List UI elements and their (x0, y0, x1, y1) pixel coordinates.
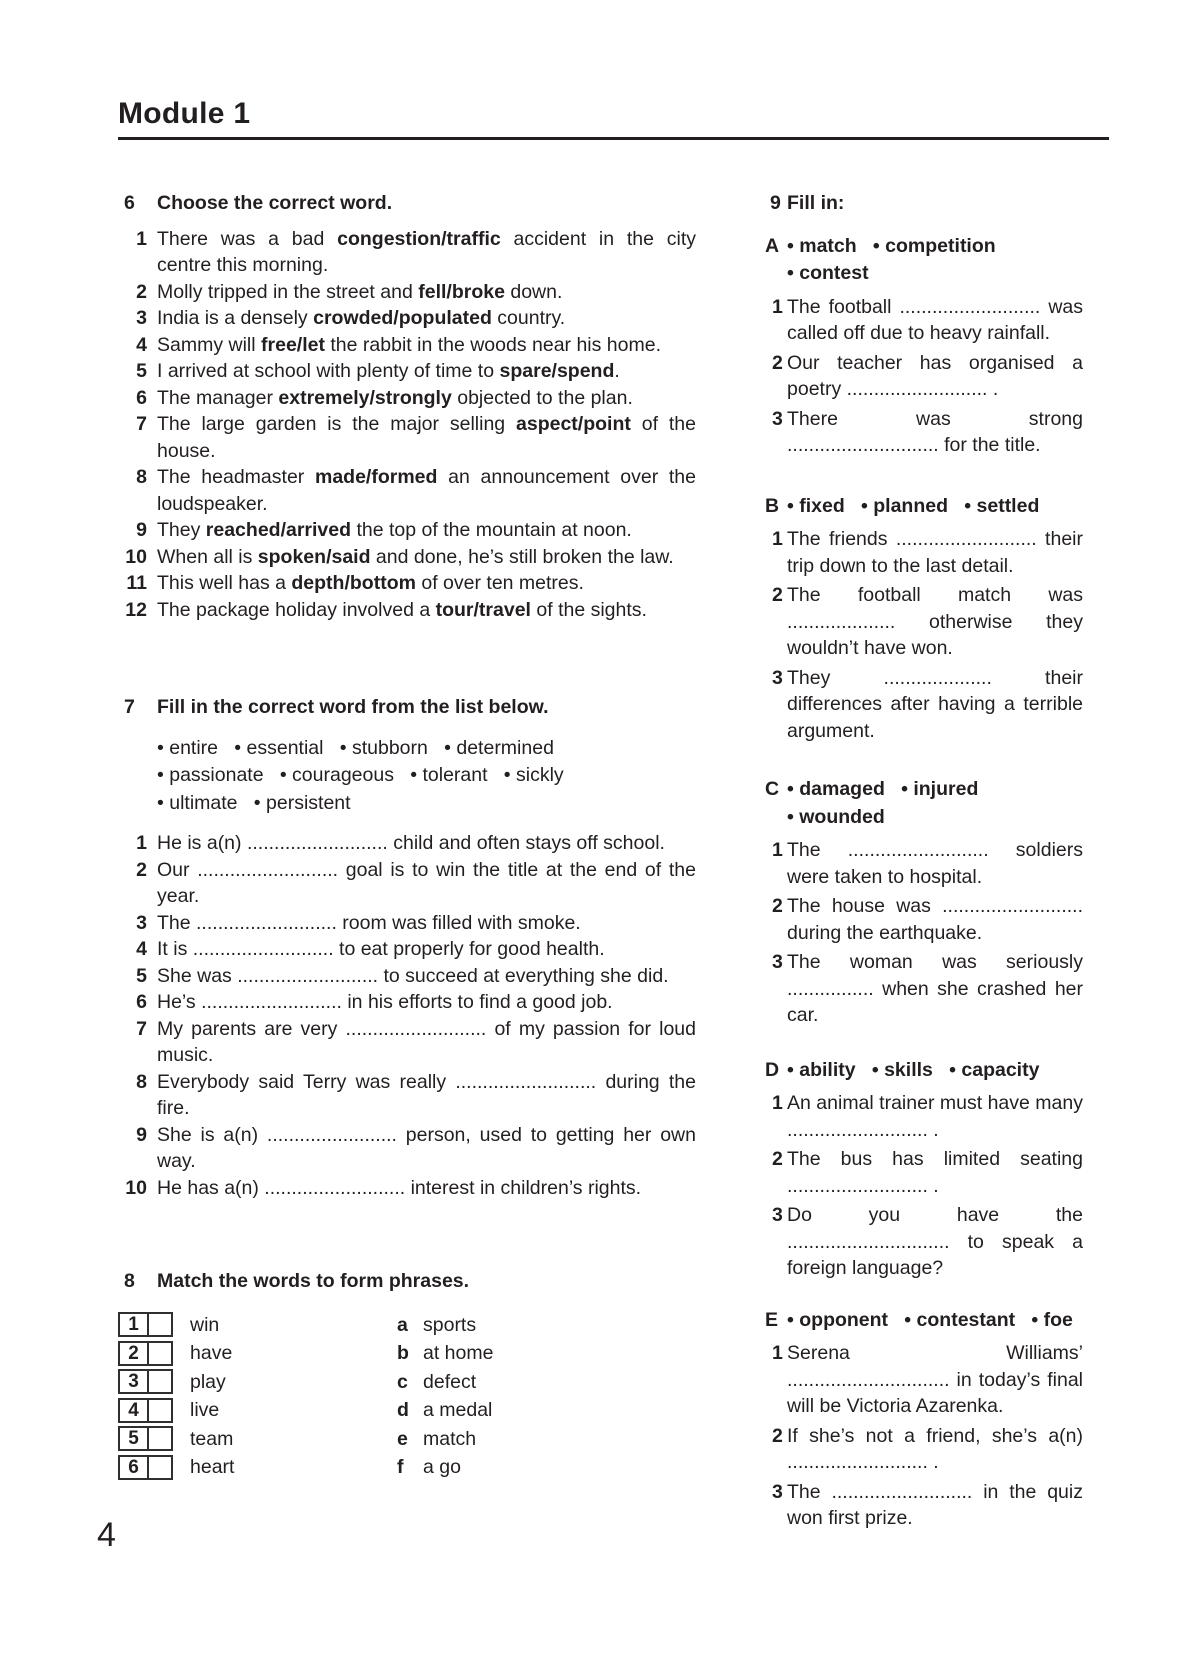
item-text: If she’s not a friend, she’s a(n) .......................... . (787, 1424, 1083, 1473)
exercise-item (118, 1069, 696, 1122)
match-exercise (118, 1311, 696, 1482)
exercise-item (118, 544, 696, 571)
item-number: 10 (125, 1176, 147, 1199)
answer-blank (149, 1343, 171, 1364)
exercise-number: 6 (124, 192, 135, 214)
item-number: 8 (136, 1070, 147, 1093)
exercise-item (765, 1090, 1083, 1143)
answer-blank (149, 1400, 171, 1421)
option-letter: f (397, 1456, 404, 1478)
section-a (765, 233, 1083, 459)
option-letter: d (397, 1399, 409, 1421)
answer-blank (149, 1371, 171, 1392)
match-number: 4 (120, 1400, 149, 1421)
exercise-9-header (765, 190, 1083, 217)
option-phrase: match (423, 1427, 477, 1450)
item-text: The headmaster made/formed an announcement over the loudspeaker. (157, 466, 696, 515)
match-word: win (190, 1313, 220, 1336)
item-text: He is a(n) .......................... child and often stays off school. (157, 832, 665, 854)
item-number: 2 (772, 895, 783, 917)
match-options (397, 1311, 493, 1482)
match-option (397, 1425, 493, 1454)
item-number: 3 (136, 911, 147, 934)
match-word: heart (190, 1456, 235, 1478)
answer-box (118, 1455, 173, 1480)
exercise-item (118, 857, 696, 910)
exercise-number: 9 (770, 192, 781, 214)
item-number: 10 (125, 545, 147, 568)
match-number: 2 (120, 1343, 149, 1364)
exercise-item (118, 597, 696, 624)
word-list-line: • wounded (787, 805, 885, 828)
option-letter: a (397, 1313, 408, 1336)
item-text: He has a(n) .......................... interest in children’s rights. (157, 1176, 642, 1199)
word-list-line: • ability • skills • capacity (787, 1058, 1040, 1081)
exercise-item (765, 1479, 1083, 1532)
exercise-number: 7 (124, 696, 135, 718)
item-number: 2 (136, 280, 147, 303)
item-number: 2 (772, 1424, 783, 1447)
item-number: 1 (772, 295, 783, 318)
exercise-item (118, 517, 696, 544)
page-number: 4 (97, 1516, 116, 1554)
section-header (765, 493, 1083, 521)
exercise-item (118, 963, 696, 990)
exercise-item (765, 1202, 1083, 1282)
option-phrase: a medal (423, 1399, 493, 1421)
exercise-title: Fill in: (787, 192, 845, 214)
exercise-item (765, 582, 1083, 662)
exercise-6-header (118, 190, 696, 217)
item-text: Serena Williams’ .............................. in today’s final will be Victoria Azarenka. (787, 1342, 1083, 1417)
item-text: Our .......................... goal is to win the title at the end of the year. (157, 858, 696, 907)
exercise-item (765, 665, 1083, 745)
item-text: An animal trainer must have many .......................... . (787, 1092, 1083, 1141)
section-letter: C (765, 778, 780, 800)
exercise-item (765, 294, 1083, 347)
match-word: play (190, 1370, 226, 1393)
option-phrase: defect (423, 1370, 477, 1393)
item-number: 1 (772, 1092, 783, 1114)
match-number: 6 (120, 1457, 149, 1478)
item-number: 4 (136, 333, 147, 356)
item-text: Our teacher has organised a poetry .......................... . (787, 351, 1083, 400)
option-phrase: at home (423, 1342, 494, 1364)
word-list (118, 735, 696, 818)
section-header (765, 776, 1083, 831)
exercise-item (765, 893, 1083, 946)
exercise-item (118, 936, 696, 963)
header-rule (118, 137, 1109, 140)
word-list-line: • damaged • injured (787, 778, 979, 800)
exercise-item (765, 526, 1083, 579)
exercise-item (118, 358, 696, 385)
item-text: Molly tripped in the street and fell/broke down. (157, 280, 563, 303)
item-text: Sammy will free/let the rabbit in the woods near his home. (157, 333, 662, 356)
match-option (397, 1339, 493, 1368)
exercise-title: Choose the correct word. (157, 192, 393, 214)
answer-box (118, 1398, 173, 1423)
exercise-item (118, 910, 696, 937)
item-number: 2 (772, 584, 783, 606)
item-text: The football .......................... was called off due to heavy rainfall. (787, 295, 1083, 344)
option-letter: b (397, 1342, 409, 1364)
match-word: team (190, 1427, 234, 1450)
right-column (765, 190, 1083, 1535)
exercise-item (118, 989, 696, 1016)
item-number: 3 (772, 666, 783, 689)
item-text: They reached/arrived the top of the mountain at noon. (157, 519, 632, 541)
item-text: This well has a depth/bottom of over ten metres. (157, 572, 584, 594)
exercise-7 (118, 694, 696, 1201)
exercise-item (118, 305, 696, 332)
exercise-item (765, 1423, 1083, 1476)
exercise-6-items (118, 226, 696, 624)
option-letter: e (397, 1427, 408, 1450)
section-d (765, 1057, 1083, 1282)
item-text: There was a bad congestion/traffic accident in the city centre this morning. (157, 227, 696, 276)
answer-box (118, 1426, 173, 1451)
item-text: The woman was seriously ................ when she crashed her car. (787, 951, 1083, 1026)
item-number: 1 (136, 227, 147, 250)
exercise-item (118, 226, 696, 279)
item-text: The package holiday involved a tour/travel of the sights. (157, 598, 647, 621)
match-word: live (190, 1399, 220, 1421)
word-list-line: • ultimate • persistent (157, 791, 351, 814)
item-number: 2 (136, 858, 147, 881)
item-number: 7 (136, 1017, 147, 1040)
item-number: 5 (136, 360, 147, 382)
exercise-number: 8 (124, 1270, 135, 1292)
section-letter: B (765, 494, 780, 517)
exercise-item (118, 1175, 696, 1202)
answer-box (118, 1341, 173, 1366)
answer-blank (149, 1314, 171, 1335)
item-number: 3 (772, 951, 783, 973)
item-text: When all is spoken/said and done, he’s still broken the law. (157, 545, 674, 568)
item-text: I arrived at school with plenty of time to spare/spend. (157, 360, 620, 382)
section-letter: D (765, 1058, 780, 1081)
exercise-title: Match the words to form phrases. (157, 1270, 470, 1292)
option-phrase: sports (423, 1313, 477, 1336)
item-number: 1 (772, 528, 783, 550)
match-word: have (190, 1342, 233, 1364)
word-list-line: • entire • essential • stubborn • determined (157, 736, 554, 759)
item-number: 3 (772, 407, 783, 430)
item-number: 9 (136, 1123, 147, 1146)
item-text: The .......................... in the quiz won first prize. (787, 1480, 1083, 1529)
exercise-item (765, 1146, 1083, 1199)
item-text: The .......................... soldiers were taken to hospital. (787, 839, 1083, 888)
answer-blank (149, 1457, 171, 1478)
item-number: 5 (136, 964, 147, 987)
item-number: 2 (772, 351, 783, 374)
item-text: The bus has limited seating .......................... . (787, 1148, 1083, 1197)
section-e (765, 1307, 1083, 1532)
exercise-item (118, 570, 696, 597)
option-phrase: a go (423, 1456, 461, 1478)
item-text: The manager extremely/strongly objected to the plan. (157, 386, 633, 409)
match-option (397, 1368, 493, 1397)
item-text: She is a(n) ........................ person, used to getting her own way. (157, 1123, 696, 1172)
item-text: Do you have the .............................. to speak a foreign language? (787, 1204, 1083, 1279)
exercise-7-header (118, 694, 696, 721)
item-text: India is a densely crowded/populated country. (157, 307, 566, 329)
answer-box (118, 1312, 173, 1337)
exercise-item (118, 279, 696, 306)
left-column (118, 190, 696, 1482)
section-letter: A (765, 234, 780, 257)
item-number: 6 (136, 991, 147, 1013)
item-text: There was strong ............................ for the title. (787, 407, 1083, 456)
item-number: 4 (136, 938, 147, 960)
item-number: 3 (136, 307, 147, 329)
exercise-item (118, 464, 696, 517)
item-number: 7 (136, 413, 147, 435)
item-text: The football match was .................... otherwise they wouldn’t have won. (787, 584, 1083, 659)
item-number: 1 (136, 832, 147, 854)
exercise-item (765, 949, 1083, 1029)
item-text: They .................... their differences after having a terrible argument. (787, 666, 1083, 742)
exercise-8 (118, 1268, 696, 1482)
match-number: 5 (120, 1428, 149, 1449)
item-text: My parents are very .......................... of my passion for loud music. (157, 1017, 696, 1066)
section-b (765, 493, 1083, 745)
item-text: She was .......................... to succeed at everything she did. (157, 964, 669, 987)
exercise-7-items (118, 830, 696, 1201)
exercise-item (118, 385, 696, 412)
exercise-item (118, 1122, 696, 1175)
exercise-item (118, 1016, 696, 1069)
item-text: The large garden is the major selling aspect/point of the house. (157, 413, 696, 462)
word-list-line: • match • competition (787, 234, 996, 257)
section-letter: E (765, 1308, 779, 1331)
section-header (765, 1307, 1083, 1335)
match-number: 3 (120, 1371, 149, 1392)
item-number: 9 (136, 519, 147, 541)
item-number: 6 (136, 386, 147, 409)
exercise-item (765, 350, 1083, 403)
item-number: 1 (772, 1342, 783, 1364)
item-number: 11 (126, 572, 147, 594)
exercise-item (765, 406, 1083, 459)
item-number: 3 (772, 1204, 783, 1226)
match-option (397, 1311, 493, 1340)
answer-box (118, 1369, 173, 1394)
item-number: 1 (772, 839, 783, 861)
exercise-title: Fill in the correct word from the list below. (157, 696, 549, 718)
item-number: 2 (772, 1148, 783, 1170)
word-list-line: • opponent • contestant • foe (787, 1308, 1073, 1331)
item-number: 8 (136, 466, 147, 488)
item-text: It is .......................... to eat properly for good health. (157, 938, 605, 960)
item-text: Everybody said Terry was really .......................... during the fire. (157, 1070, 696, 1119)
match-option (397, 1453, 493, 1482)
exercise-8-header (118, 1268, 696, 1295)
item-text: The friends .......................... their trip down to the last detail. (787, 528, 1083, 577)
item-number: 12 (125, 598, 147, 621)
exercise-item (765, 1340, 1083, 1420)
answer-blank (149, 1428, 171, 1449)
exercise-item (118, 830, 696, 857)
match-number: 1 (120, 1314, 149, 1335)
exercise-item (765, 837, 1083, 890)
item-text: The .......................... room was filled with smoke. (157, 911, 581, 934)
section-header (765, 233, 1083, 288)
item-number: 3 (772, 1480, 783, 1503)
page-title: Module 1 (118, 97, 251, 130)
word-list-line: • fixed • planned • settled (787, 494, 1040, 517)
item-text: He’s .......................... in his efforts to find a good job. (157, 991, 613, 1013)
match-option (397, 1396, 493, 1425)
option-letter: c (397, 1370, 408, 1393)
section-c (765, 776, 1083, 1029)
word-list-line: • passionate • courageous • tolerant • sickly (157, 764, 564, 786)
exercise-item (118, 332, 696, 359)
exercise-6 (118, 190, 696, 623)
section-header (765, 1057, 1083, 1085)
exercise-item (118, 411, 696, 464)
word-list-line: • contest (787, 262, 869, 284)
item-text: The house was .......................... during the earthquake. (787, 895, 1083, 944)
